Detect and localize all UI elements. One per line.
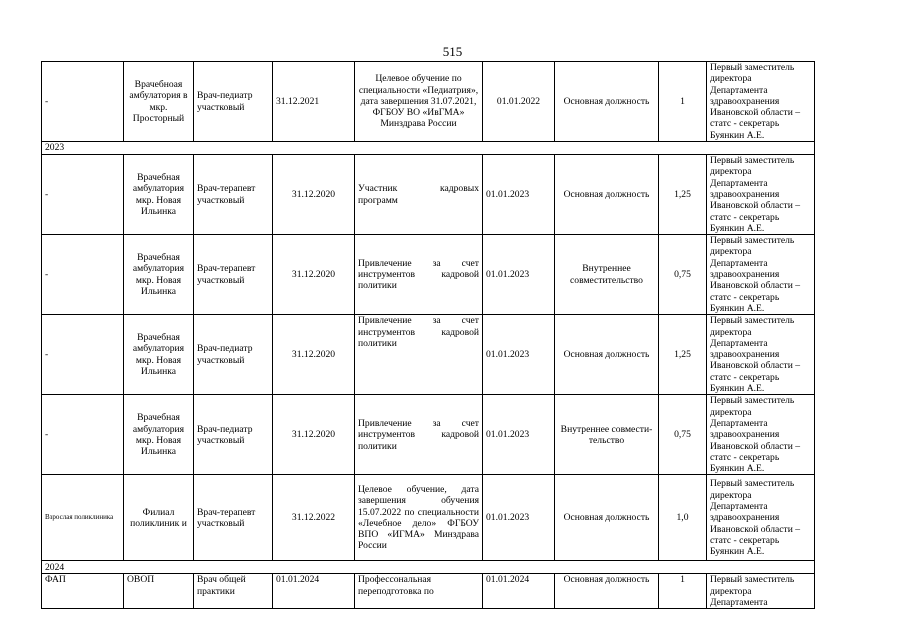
start-date-cell: 01.01.2023 <box>483 395 555 475</box>
staffing-table <box>41 61 815 609</box>
basis-cell: Целевое обучение, дата завершения обучения 15.07.2022 по специальности «Лечебное дело» ФГБОУ ВПО «ИГМА» Минздрава России <box>355 475 483 561</box>
row-number: - <box>42 395 124 475</box>
year-row <box>42 561 815 574</box>
start-date-cell: 01.01.2023 <box>483 475 555 561</box>
employment-kind-cell: Основная должность <box>555 155 659 235</box>
organization-cell: Врачебная амбулатория мкр. Новая Ильинка <box>124 235 194 315</box>
date-cell: 31.12.2020 <box>273 395 355 475</box>
position-cell: Врач-терапевт участковый <box>194 475 273 561</box>
employment-kind-cell: Внутреннее совместительство <box>555 395 659 475</box>
page-number: 515 <box>442 44 463 59</box>
responsible-cell: Первый заместитель директора Департамента здравоохранения Ивановской области – статс - секретарь Буянкин А.Е. <box>707 395 815 475</box>
organization-cell: Филиал поликлиник и <box>124 475 194 561</box>
employment-kind-cell: Основная должность <box>555 62 659 142</box>
position-cell: Врач-терапевт участковый <box>194 235 273 315</box>
organization-cell: Врачебная амбулатория мкр. Новая Ильинка <box>124 395 194 475</box>
employment-kind-cell: Основная должность <box>555 475 659 561</box>
responsible-cell: Первый заместитель директора Департамента здравоохранения Ивановской области – статс - секретарь Буянкин А.Е. <box>707 475 815 561</box>
rate-cell: 1,25 <box>659 315 707 395</box>
rate-cell: 0,75 <box>659 235 707 315</box>
responsible-cell: Первый заместитель директора Департамента здравоохранения Ивановской области – статс - секретарь Буянкин А.Е. <box>707 315 815 395</box>
basis-cell: Участник кадровых программ <box>355 155 483 235</box>
start-date-cell: 01.01.2023 <box>483 155 555 235</box>
basis-cell: Привлечение за счет инструментов кадровой политики <box>355 235 483 315</box>
basis-cell: Привлечение за счет инструментов кадровой политики <box>355 315 483 395</box>
start-date-cell: 01.01.2023 <box>483 315 555 395</box>
row-number: ФАП <box>42 574 124 609</box>
date-cell: 31.12.2021 <box>273 62 355 142</box>
position-cell: Врач-педиатр участковый <box>194 315 273 395</box>
year-row <box>42 142 815 155</box>
date-cell: 01.01.2024 <box>273 574 355 609</box>
start-date-cell: 01.01.2024 <box>483 574 555 609</box>
position-cell: Врач-педиатр участковый <box>194 62 273 142</box>
employment-kind-cell: Основная должность <box>555 315 659 395</box>
position-cell: Врач общей практики <box>194 574 273 609</box>
organization-cell: Врачебноая амбулатория в мкр. Просторный <box>124 62 194 142</box>
table-row <box>42 315 815 395</box>
table-row <box>42 475 815 561</box>
row-number: - <box>42 235 124 315</box>
row-number: - <box>42 155 124 235</box>
start-date-cell: 01.01.2022 <box>483 62 555 142</box>
rate-cell: 0,75 <box>659 395 707 475</box>
basis-cell: Профессональная переподготовка по <box>355 574 483 609</box>
table-row <box>42 155 815 235</box>
rate-cell: 1,25 <box>659 155 707 235</box>
year-label: 2024 <box>42 561 815 574</box>
employment-kind-cell: Внутреннее совместительство <box>555 235 659 315</box>
responsible-cell: Первый заместитель директора Департамента <box>707 574 815 609</box>
year-label: 2023 <box>42 142 815 155</box>
organization-cell: ОВОП <box>124 574 194 609</box>
date-cell: 31.12.2022 <box>273 475 355 561</box>
responsible-cell: Первый заместитель директора Департамента здравоохранения Ивановской области – статс - секретарь Буянкин А.Е. <box>707 62 815 142</box>
start-date-cell: 01.01.2023 <box>483 235 555 315</box>
basis-cell: Привлечение за счет инструментов кадровой политики <box>355 395 483 475</box>
organization-cell: Врачебная амбулатория мкр. Новая Ильинка <box>124 315 194 395</box>
position-cell: Врач-педиатр участковый <box>194 395 273 475</box>
date-cell: 31.12.2020 <box>273 315 355 395</box>
table-row <box>42 62 815 142</box>
row-number: Взрослая поликлиника <box>42 475 124 561</box>
date-cell: 31.12.2020 <box>273 155 355 235</box>
table-row <box>42 235 815 315</box>
table-row <box>42 395 815 475</box>
employment-kind-cell: Основная должность <box>555 574 659 609</box>
date-cell: 31.12.2020 <box>273 235 355 315</box>
responsible-cell: Первый заместитель директора Департамента здравоохранения Ивановской области – статс - секретарь Буянкин А.Е. <box>707 155 815 235</box>
row-number: - <box>42 62 124 142</box>
rate-cell: 1 <box>659 62 707 142</box>
organization-cell: Врачебная амбулатория мкр. Новая Ильинка <box>124 155 194 235</box>
rate-cell: 1 <box>659 574 707 609</box>
basis-cell: Целевое обучение по специальности «Педиатрия», дата завершения 31.07.2021, ФГБОУ ВО «ИвГМА» Минздрава России <box>355 62 483 142</box>
rate-cell: 1,0 <box>659 475 707 561</box>
row-number: - <box>42 315 124 395</box>
position-cell: Врач-терапевт участковый <box>194 155 273 235</box>
responsible-cell: Первый заместитель директора Департамента здравоохранения Ивановской области – статс - секретарь Буянкин А.Е. <box>707 235 815 315</box>
table-row <box>42 574 815 609</box>
